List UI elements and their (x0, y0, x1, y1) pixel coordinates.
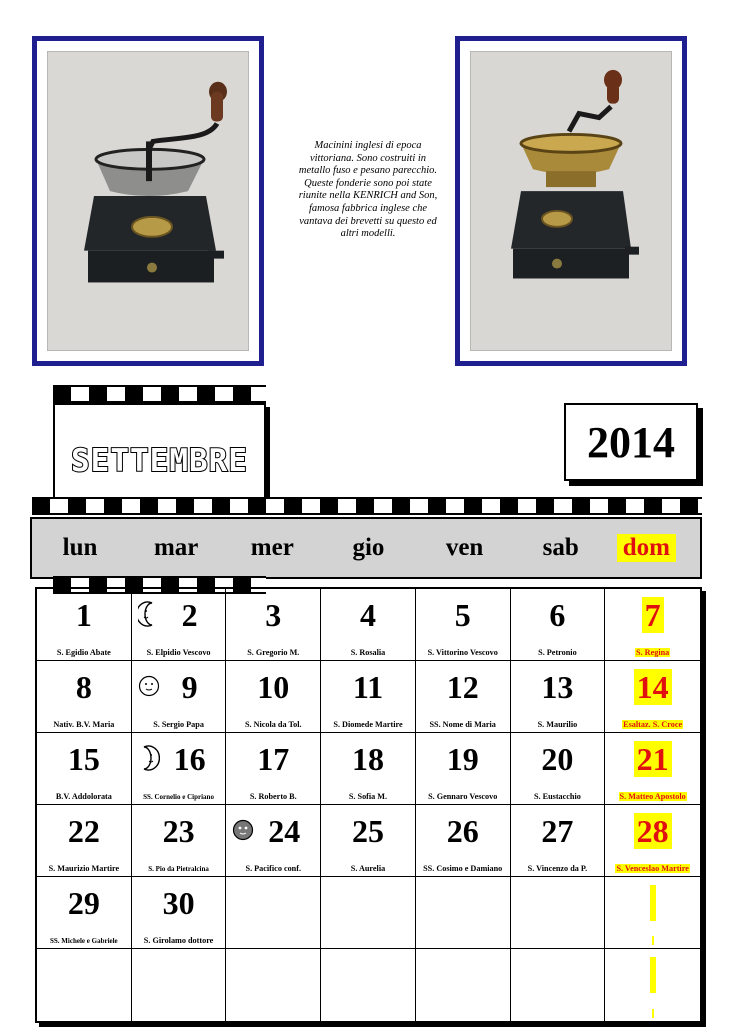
saint-name (321, 648, 415, 657)
day-number-text: 6 (549, 597, 566, 633)
day-number (226, 741, 320, 778)
day-number-text: 5 (454, 597, 471, 633)
calendar-day-cell (321, 589, 416, 661)
saint-name (416, 864, 510, 873)
coffee-grinder-photo-left (32, 36, 264, 366)
saint-name (605, 864, 700, 873)
day-number-text: 7 (642, 597, 664, 633)
day-number (605, 813, 700, 850)
day-number (416, 597, 510, 634)
saint-name (321, 864, 415, 873)
weekday-tue: mar (153, 534, 199, 561)
day-number (226, 597, 320, 634)
calendar-day-cell (321, 949, 416, 1021)
saint-name-text: S. Gregorio M. (247, 648, 300, 657)
saint-name (605, 936, 700, 945)
coffee-grinder-image (48, 52, 248, 350)
day-number-text: 24 (268, 813, 301, 849)
calendar-day-cell (226, 733, 321, 805)
weekday-mon: lun (62, 534, 98, 561)
day-number-text: 8 (75, 669, 92, 705)
calendar-day-cell (132, 589, 227, 661)
saint-name (605, 648, 700, 657)
day-number (605, 885, 700, 922)
day-number-text: 22 (67, 813, 100, 849)
day-number (37, 813, 131, 850)
calendar-day-cell (605, 949, 700, 1021)
saint-name-text: S. Maurilio (537, 720, 578, 729)
saint-name (132, 648, 226, 657)
calendar-day-cell (132, 661, 227, 733)
calendar-day-cell (321, 733, 416, 805)
calendar-day-cell (132, 733, 227, 805)
day-number-text: 23 (162, 813, 195, 849)
day-number-text: 17 (257, 741, 290, 777)
saint-name (132, 936, 226, 945)
saint-name-text: S. Pacifico conf. (245, 864, 302, 873)
day-number (416, 741, 510, 778)
month-title-box (53, 403, 266, 499)
saint-name-text: B.V. Addolorata (55, 792, 112, 801)
saint-name-text: S. Pio da Pietralcina (148, 865, 209, 873)
year-box: 2014 (564, 403, 698, 481)
calendar-day-cell (132, 805, 227, 877)
day-number-text: 28 (634, 813, 672, 849)
saint-name-text (652, 936, 654, 945)
day-number (321, 669, 415, 706)
saint-name-text: SS. Nome di Maria (429, 720, 496, 729)
day-number (321, 597, 415, 634)
saint-name-text: SS. Cornelio e Cipriano (143, 793, 214, 801)
saint-name (416, 648, 510, 657)
day-number-text: 13 (541, 669, 574, 705)
saint-name (132, 720, 226, 729)
saint-name-text: S. Rosalia (350, 648, 386, 657)
weekday-thu: gio (352, 534, 385, 561)
saint-name-text: S. Elpidio Vescovo (146, 648, 211, 657)
calendar-day-cell (605, 733, 700, 805)
calendar-day-cell (605, 661, 700, 733)
calendar-day-cell (511, 661, 606, 733)
day-number (605, 957, 700, 994)
day-number (132, 669, 226, 706)
calendar-day-cell (605, 877, 700, 949)
calendar-day-cell (37, 805, 132, 877)
calendar-day-cell (511, 949, 606, 1021)
day-number (37, 741, 131, 778)
saint-name-text: SS. Cosimo e Damiano (423, 864, 503, 873)
weekday-checker-strip (32, 497, 702, 515)
day-number (132, 597, 226, 634)
month-title: SETTEMBRE (71, 443, 248, 479)
day-number (511, 669, 605, 706)
calendar-day-cell (132, 949, 227, 1021)
saint-name (511, 648, 605, 657)
day-number-text: 9 (181, 669, 198, 705)
day-number (226, 813, 320, 850)
weekday-sat: sab (542, 534, 579, 561)
calendar-day-cell (416, 733, 511, 805)
saint-name (132, 793, 226, 801)
calendar-day-cell (321, 661, 416, 733)
saint-name (605, 720, 700, 729)
saint-name (132, 865, 226, 873)
day-number-text: 16 (173, 741, 206, 777)
day-number (416, 669, 510, 706)
day-number (132, 885, 226, 922)
calendar-day-cell (226, 589, 321, 661)
saint-name (37, 937, 131, 945)
saint-name-text: S. Petronio (538, 648, 577, 657)
saint-name (37, 648, 131, 657)
saint-name-text: S. Sergio Papa (153, 720, 204, 729)
day-number (605, 597, 700, 634)
day-number (37, 885, 131, 922)
day-number (132, 741, 226, 778)
saint-name (226, 648, 320, 657)
saint-name-text: S. Nicola da Tol. (244, 720, 302, 729)
day-number (321, 741, 415, 778)
saint-name-text: S. Vittorino Vescovo (427, 648, 498, 657)
day-number-text: 1 (75, 597, 92, 633)
saint-name-text: S. Aurelia (350, 864, 386, 873)
calendar-day-cell (416, 877, 511, 949)
day-number (416, 813, 510, 850)
saint-name-text: S. Roberto B. (249, 792, 297, 801)
saint-name-text: S. Regina (636, 648, 670, 657)
day-number (511, 597, 605, 634)
day-number-text: 30 (162, 885, 195, 921)
day-number (226, 669, 320, 706)
day-number (605, 741, 700, 778)
saint-name-text: S. Eustacchio (533, 792, 581, 801)
calendar-day-cell (37, 589, 132, 661)
weekday-header-bar (30, 517, 702, 579)
calendar-day-cell (416, 805, 511, 877)
saint-name-text: S. Matteo Apostolo (619, 792, 686, 801)
saint-name (605, 1009, 700, 1018)
weekday-wed: mer (250, 534, 294, 561)
calendar-day-cell (511, 733, 606, 805)
saint-name-text: SS. Michele e Gabriele (50, 937, 118, 945)
calendar-grid (35, 587, 702, 1023)
coffee-grinder-image (471, 52, 671, 350)
saint-name-text: S. Diomede Martire (333, 720, 403, 729)
weekday-sun: dom (617, 534, 676, 562)
coffee-grinder-photo-right (455, 36, 687, 366)
saint-name (511, 720, 605, 729)
day-number-text: 18 (351, 741, 384, 777)
saint-name (37, 720, 131, 729)
calendar-day-cell (511, 805, 606, 877)
calendar-day-cell (226, 949, 321, 1021)
day-number-text: 26 (446, 813, 479, 849)
day-number-text: 20 (541, 741, 574, 777)
day-number (132, 813, 226, 850)
day-number (511, 813, 605, 850)
calendar-day-cell (132, 877, 227, 949)
day-number (511, 741, 605, 778)
calendar-day-cell (416, 949, 511, 1021)
weekday-fri: ven (445, 534, 484, 561)
saint-name (605, 792, 700, 801)
saint-name-text: S. Gennaro Vescovo (428, 792, 498, 801)
photo-caption: Macinini inglesi di epoca vittoriana. Sono costruiti in metallo fuso e pesano parecchio. Queste fonderie sono poi state riunite nella KENRICH and Son, famosa fabbrica inglese che vantava dei brevetti su questo ed altri modelli. (298, 140, 438, 240)
saint-name-text: S. Egidio Abate (56, 648, 111, 657)
day-number-text: 10 (257, 669, 290, 705)
day-number (605, 669, 700, 706)
day-number-text (650, 957, 656, 993)
calendar-day-cell (605, 589, 700, 661)
calendar-day-cell (416, 589, 511, 661)
calendar-day-cell (416, 661, 511, 733)
calendar-day-cell (37, 661, 132, 733)
calendar-day-cell (37, 877, 132, 949)
day-number-text: 2 (181, 597, 198, 633)
saint-name (416, 792, 510, 801)
day-number-text (650, 885, 656, 921)
day-number-text: 29 (67, 885, 100, 921)
saint-name (226, 720, 320, 729)
day-number-text: 11 (352, 669, 384, 705)
saint-name-text: S. Girolamo dottore (143, 936, 214, 945)
day-number-text: 3 (265, 597, 282, 633)
calendar-day-cell (226, 805, 321, 877)
saint-name (226, 792, 320, 801)
saint-name (37, 864, 131, 873)
calendar-day-cell (321, 877, 416, 949)
day-number-text: 14 (634, 669, 672, 705)
day-number-text: 19 (446, 741, 479, 777)
day-number-text: 12 (446, 669, 479, 705)
month-checker-strip (53, 385, 266, 403)
saint-name (321, 792, 415, 801)
saint-name (416, 720, 510, 729)
calendar-day-cell (226, 877, 321, 949)
saint-name-text: Nativ. B.V. Maria (53, 720, 115, 729)
day-number-text: 25 (351, 813, 384, 849)
saint-name (226, 864, 320, 873)
saint-name-text: S. Sofia M. (348, 792, 388, 801)
calendar-day-cell (321, 805, 416, 877)
day-number (321, 813, 415, 850)
calendar-day-cell (37, 949, 132, 1021)
calendar-day-cell (605, 805, 700, 877)
saint-name-text (652, 1009, 654, 1018)
saint-name-text: Esaltaz. S. Croce (623, 720, 683, 729)
day-number-text: 21 (634, 741, 672, 777)
calendar-day-cell (511, 877, 606, 949)
calendar-day-cell (226, 661, 321, 733)
saint-name (37, 792, 131, 801)
saint-name (321, 720, 415, 729)
saint-name (511, 792, 605, 801)
day-number-text: 4 (359, 597, 376, 633)
saint-name-text: S. Maurizio Martire (48, 864, 120, 873)
day-number (37, 669, 131, 706)
saint-name-text: S. Venceslao Martire (616, 864, 689, 873)
day-number-text: 15 (67, 741, 100, 777)
saint-name-text: S. Vincenzo da P. (527, 864, 588, 873)
calendar-day-cell (37, 733, 132, 805)
saint-name (511, 864, 605, 873)
day-number-text: 27 (541, 813, 574, 849)
calendar-day-cell (511, 589, 606, 661)
day-number (37, 597, 131, 634)
